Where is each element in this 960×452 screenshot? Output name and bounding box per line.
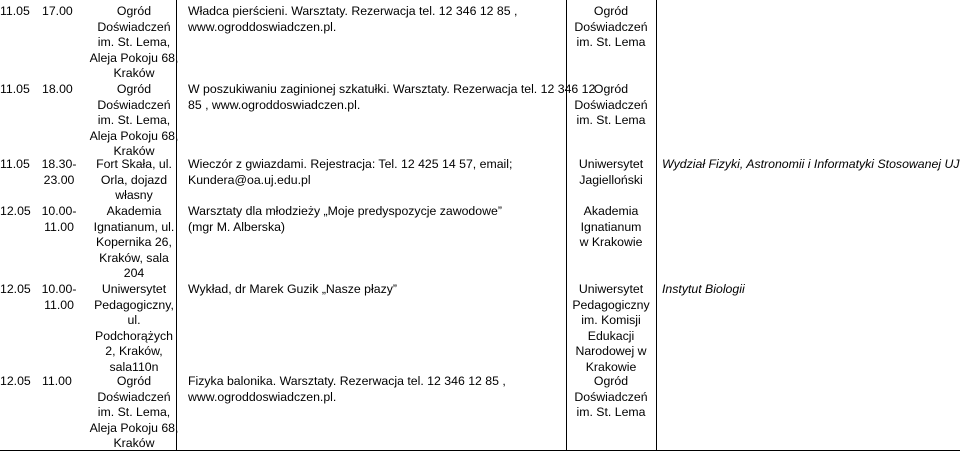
- row-event: Wykład, dr Marek Guzik „Nasze płazy”: [188, 282, 397, 296]
- row-place: Fort Skała, ul. Orla, dojazd własny: [96, 157, 172, 202]
- row-organizer: Ogród Doświadczeń im. St. Lema: [574, 374, 648, 419]
- row-time: 10.00- 11.00: [41, 282, 77, 312]
- row-event: Fizyka balonika. Warsztaty. Rezerwacja tel. 12 346 12 85 , www.ogroddoswiadczen.pl.: [188, 374, 506, 404]
- row-date: 12.05: [0, 204, 31, 218]
- row-organizer: Uniwersytet Pedagogiczny im. Komisji Edukacji Narodowej w Krakowie: [572, 282, 650, 374]
- row-event: Wieczór z gwiazdami. Rejestracja: Tel. 12 425 14 57, email; Kundera@oa.uj.edu.pl: [188, 157, 513, 187]
- row-organizer: Ogród Doświadczeń im. St. Lema: [574, 4, 648, 49]
- row-date: 12.05: [0, 282, 31, 296]
- row-date: 11.05: [0, 4, 30, 18]
- row-time: 10.00- 11.00: [41, 204, 77, 234]
- row-date: 11.05: [0, 82, 30, 96]
- row-organizer: Akademia Ignatianum w Krakowie: [579, 204, 643, 249]
- row-partner: Instytut Biologii: [662, 282, 745, 296]
- row-organizer: Uniwersytet Jagielloński: [578, 157, 644, 187]
- row-event: Władca pierścieni. Warsztaty. Rezerwacja tel. 12 346 12 85 , www.ogroddoswiadczen.pl.: [188, 4, 518, 34]
- row-partner: Wydział Fizyki, Astronomii i Informatyki Stosowanej UJ: [662, 157, 960, 171]
- row-place: Uniwersytet Pedagogiczny, ul. Podchorążych 2, Kraków, sala110n: [94, 282, 174, 374]
- row-time: 17.00: [42, 4, 73, 18]
- row-event: W poszukiwaniu zaginionej szkatułki. Warsztaty. Rezerwacja tel. 12 346 12 85 , www.ogroddoswiadczen.pl.: [188, 82, 596, 112]
- column-divider: [656, 0, 657, 451]
- row-time: 11.00: [42, 374, 72, 388]
- row-place: Ogród Doświadczeń im. St. Lema, Aleja Pokoju 68, Kraków: [89, 82, 179, 158]
- row-place: Akademia Ignatianum, ul. Kopernika 26, Kraków, sala 204: [93, 204, 175, 280]
- row-time: 18.00: [42, 82, 73, 96]
- row-place: Ogród Doświadczeń im. St. Lema, Aleja Pokoju 68, Kraków: [89, 374, 179, 450]
- row-event: Warsztaty dla młodzieży „Moje predyspozycje zawodowe” (mgr M. Alberska): [188, 204, 502, 234]
- row-date: 12.05: [0, 374, 31, 388]
- row-date: 11.05: [0, 157, 30, 171]
- row-time: 18.30- 23.00: [41, 157, 77, 187]
- row-organizer: Ogród Doświadczeń im. St. Lema: [574, 82, 648, 127]
- row-place: Ogród Doświadczeń im. St. Lema, Aleja Pokoju 68, Kraków: [89, 4, 179, 80]
